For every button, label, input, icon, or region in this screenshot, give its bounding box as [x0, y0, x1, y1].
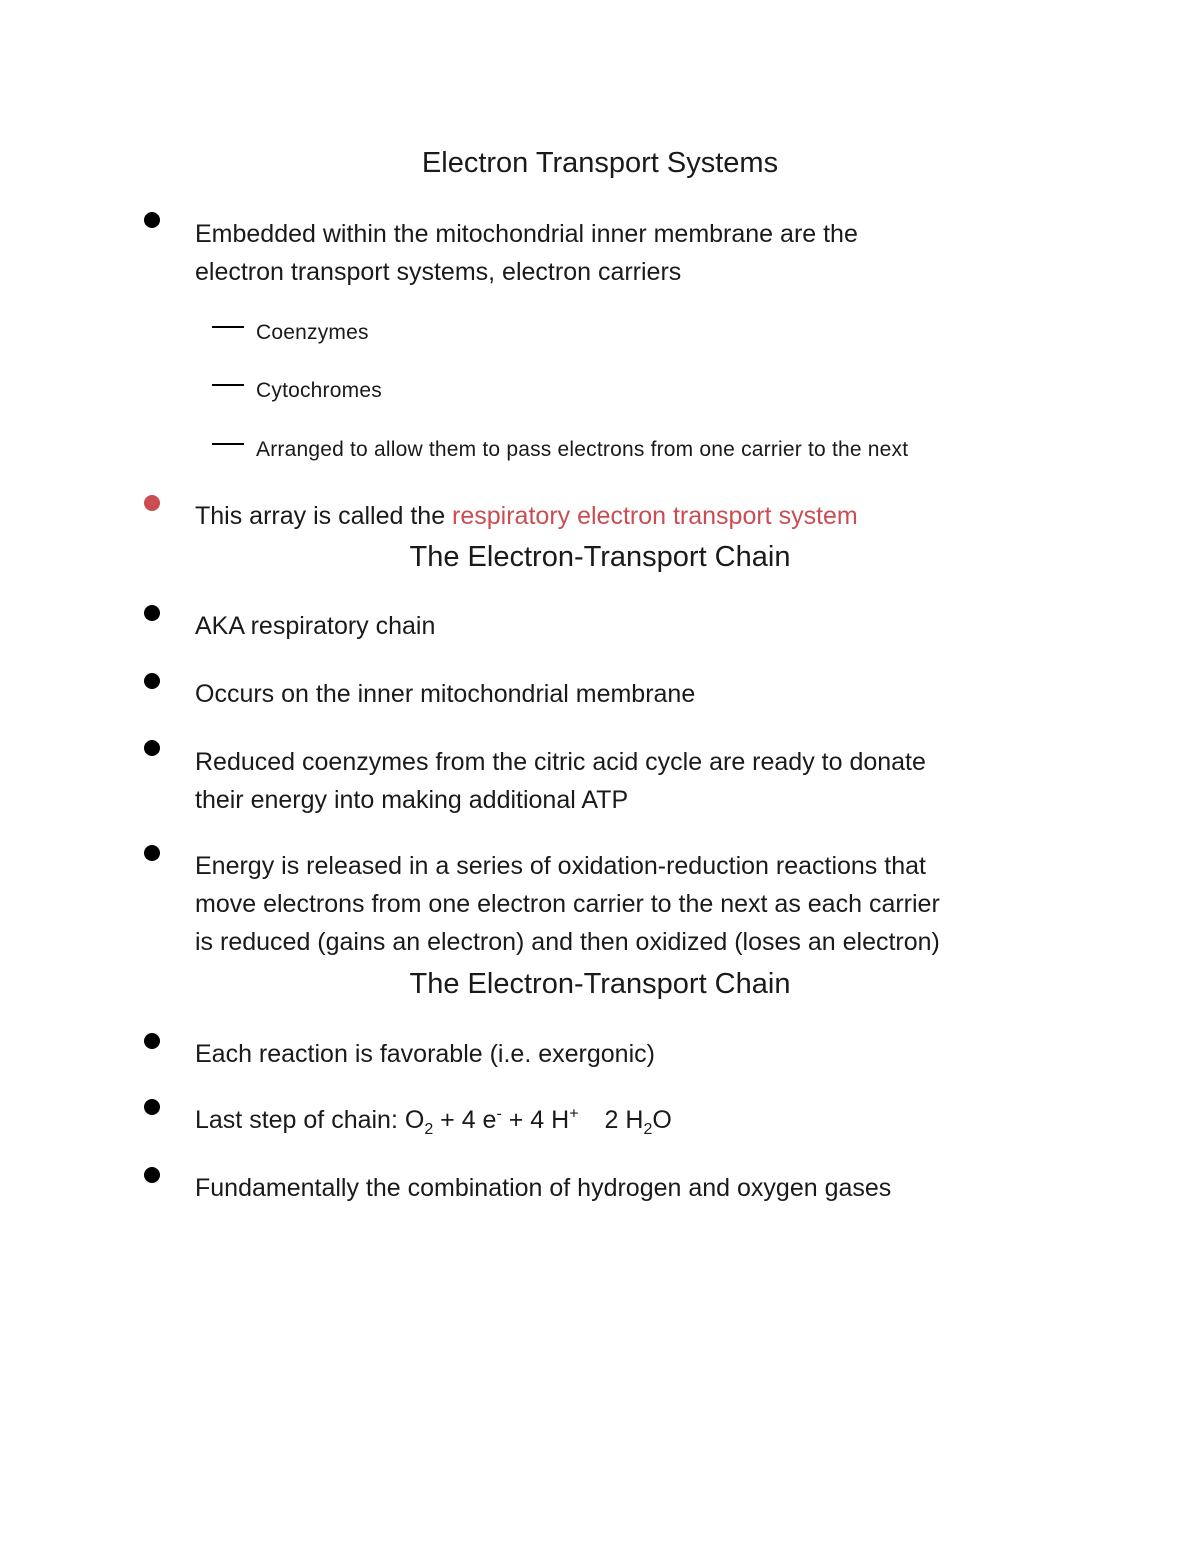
section-title-electron-transport-systems: Electron Transport Systems — [421, 147, 779, 179]
bullet-array-prefix: This array is called the — [195, 502, 453, 530]
bullet-dot — [144, 1167, 160, 1183]
oxygen-symbol: O — [404, 1106, 425, 1134]
sub-item-arranged: Arranged to allow them to pass electrons from one carrier to the next — [256, 438, 909, 461]
bullet-dot — [144, 212, 160, 228]
bullet-array-called — [195, 497, 1095, 535]
dash-marker — [212, 384, 244, 386]
bullet-dot — [144, 1099, 160, 1115]
bullet-energy-line2: move electrons from one electron carrier to the next as each carrier — [195, 890, 940, 918]
bullet-embedded-line2: electron transport systems, electron carriers — [195, 258, 682, 286]
electron-charge: - — [496, 1105, 502, 1123]
hydrogen-subscript: 2 — [643, 1121, 653, 1138]
bullet-dot — [144, 1033, 160, 1049]
bullet-embedded-line1: Embedded within the mitochondrial inner membrane are the — [195, 220, 858, 248]
bullet-energy-line3: is reduced (gains an electron) and then oxidized (loses an electron) — [195, 928, 940, 956]
sub-item-cytochromes: Cytochromes — [256, 379, 382, 402]
bullet-dot — [144, 845, 160, 861]
bullet-dot — [144, 673, 160, 689]
bullet-fundamentally: Fundamentally the combination of hydrogen and oxygen gases — [195, 1174, 892, 1202]
bullet-dot-red — [144, 495, 160, 511]
section-title-etc-1: The Electron-Transport Chain — [409, 541, 791, 573]
bullet-reduced-line1: Reduced coenzymes from the citric acid cycle are ready to donate — [195, 748, 926, 776]
dash-marker — [212, 443, 244, 445]
bullet-each-reaction: Each reaction is favorable (i.e. exergonic) — [195, 1040, 655, 1068]
section-title-etc-2: The Electron-Transport Chain — [409, 968, 791, 1000]
dash-marker — [212, 326, 244, 328]
highlight-respiratory-ets: respiratory electron transport system — [452, 502, 858, 530]
plus-protons: + 4 H — [501, 1106, 570, 1134]
proton-charge: + — [569, 1105, 579, 1123]
bullet-reduced-line2: their energy into making additional ATP — [195, 786, 629, 814]
bullet-dot — [144, 740, 160, 756]
bullet-aka: AKA respiratory chain — [195, 612, 436, 640]
product-hydrogen: 2 H — [604, 1106, 644, 1134]
product-oxygen: O — [652, 1106, 672, 1134]
oxygen-subscript: 2 — [424, 1121, 434, 1138]
bullet-occurs: Occurs on the inner mitochondrial membrane — [195, 680, 696, 708]
sub-item-coenzymes: Coenzymes — [256, 321, 369, 344]
bullet-last-step — [195, 1101, 1095, 1139]
bullet-dot — [144, 605, 160, 621]
bullet-energy-line1: Energy is released in a series of oxidation-reduction reactions that — [195, 852, 926, 880]
plus-electrons: + 4 e — [433, 1106, 497, 1134]
last-step-label: Last step of chain: — [195, 1106, 405, 1134]
